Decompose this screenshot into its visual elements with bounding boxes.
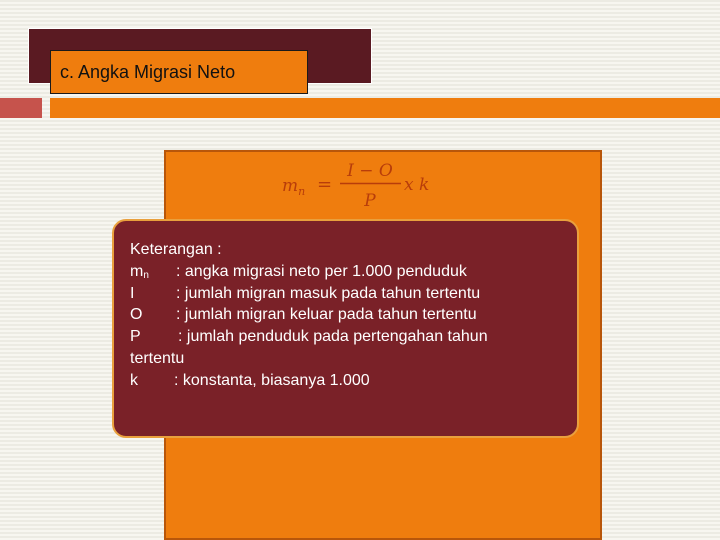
legend-symbol-mn-main: m	[130, 262, 144, 280]
legend-desc-p: : jumlah penduduk pada pertengahan tahun	[178, 328, 488, 346]
legend-desc-i: : jumlah migran masuk pada tahun tertentu	[176, 284, 481, 302]
formula-equals: =	[317, 174, 333, 195]
formula-denominator: P	[364, 191, 376, 210]
formula-tail: x k	[404, 175, 430, 195]
legend-item-mn	[130, 261, 567, 283]
accent-bar-right	[50, 98, 720, 118]
legend-symbol-i: I	[130, 284, 135, 302]
title-box	[50, 50, 308, 94]
legend-item-i	[130, 283, 567, 305]
legend-item-k	[130, 370, 567, 392]
legend-item-p	[130, 326, 567, 348]
keterangan-heading: Keterangan :	[130, 241, 222, 258]
legend-symbol-p: P	[130, 328, 141, 346]
legend-symbol-mn-sub: n	[143, 269, 149, 281]
accent-bar-left	[0, 98, 42, 118]
formula-lhs-sub: n	[298, 185, 306, 198]
formula	[280, 156, 450, 210]
keterangan-box	[112, 219, 579, 438]
legend-symbol-o: O	[130, 306, 143, 324]
formula-numerator: I − O	[347, 161, 393, 181]
formula-lhs	[282, 176, 305, 198]
legend-symbol-k: k	[130, 371, 138, 389]
legend-desc-mn: : angka migrasi neto per 1.000 penduduk	[176, 262, 467, 280]
legend-item-o	[130, 304, 567, 326]
legend-desc-p-continued: tertentu	[130, 349, 185, 367]
slide-title: c. Angka Migrasi Neto	[60, 61, 236, 82]
formula-lhs-main: m	[282, 176, 299, 196]
legend-desc-k: : konstanta, biasanya 1.000	[174, 371, 370, 389]
legend-desc-o: : jumlah migran keluar pada tahun tertentu	[176, 306, 477, 324]
